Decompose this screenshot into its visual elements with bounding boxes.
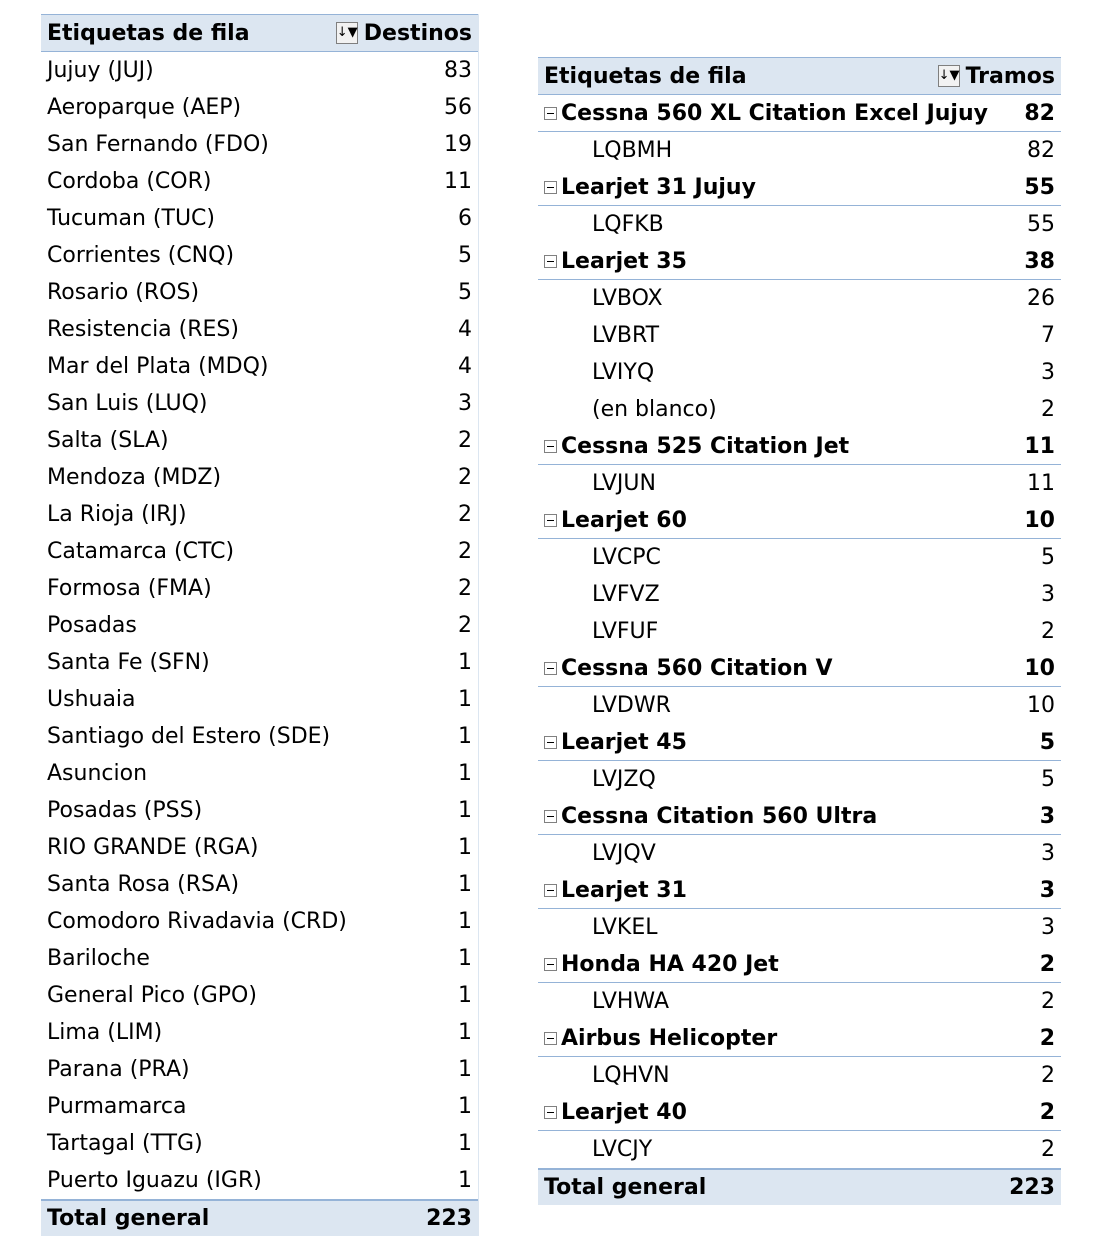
row-value: 1 xyxy=(458,1057,472,1082)
sub-row xyxy=(538,465,1061,502)
sub-label: LVIYQ xyxy=(592,360,655,385)
group-row xyxy=(538,946,1061,983)
group-label xyxy=(538,730,1040,755)
table-row xyxy=(41,311,478,348)
sub-value: 11 xyxy=(1027,471,1055,496)
collapse-icon[interactable] xyxy=(544,440,557,453)
group-name: Learjet 31 Jujuy xyxy=(561,174,756,200)
table-row xyxy=(41,422,478,459)
sub-value: 2 xyxy=(1041,989,1055,1014)
group-label xyxy=(538,434,1024,459)
sub-value: 55 xyxy=(1027,212,1055,237)
group-label xyxy=(538,878,1040,903)
row-label: San Fernando (FDO) xyxy=(47,132,269,157)
sub-value: 2 xyxy=(1041,1137,1055,1162)
sub-row xyxy=(538,909,1061,946)
row-value: 1 xyxy=(458,909,472,934)
sub-value: 3 xyxy=(1041,841,1055,866)
table-row xyxy=(41,718,478,755)
row-label: Corrientes (CNQ) xyxy=(47,243,235,268)
collapse-icon[interactable] xyxy=(544,1106,557,1119)
row-labels-header: Etiquetas de fila xyxy=(47,20,250,46)
row-label: Jujuy (JUJ) xyxy=(47,58,154,83)
group-row xyxy=(538,428,1061,465)
row-value: 19 xyxy=(444,132,472,157)
sub-row xyxy=(538,761,1061,798)
row-label: Catamarca (CTC) xyxy=(47,539,235,564)
table-row xyxy=(41,755,478,792)
row-label: Tucuman (TUC) xyxy=(47,206,215,231)
table-row xyxy=(41,385,478,422)
table-row xyxy=(41,533,478,570)
sort-filter-icon[interactable]: ↓▼ xyxy=(938,65,960,87)
sub-value: 3 xyxy=(1041,582,1055,607)
row-value: 1 xyxy=(458,798,472,823)
group-value: 2 xyxy=(1039,951,1055,977)
row-value: 1 xyxy=(458,761,472,786)
sub-label: LQFKB xyxy=(592,212,664,237)
collapse-icon[interactable] xyxy=(544,810,557,823)
row-label: Mar del Plata (MDQ) xyxy=(47,354,269,379)
sub-label: LVFVZ xyxy=(592,582,660,607)
row-label: Posadas (PSS) xyxy=(47,798,203,823)
row-value: 1 xyxy=(458,1168,472,1193)
group-row xyxy=(538,243,1061,280)
row-label: Lima (LIM) xyxy=(47,1020,163,1045)
row-label: Santa Rosa (RSA) xyxy=(47,872,240,897)
sub-row xyxy=(538,280,1061,317)
sub-label: LVBOX xyxy=(592,286,663,311)
row-value: 4 xyxy=(458,354,472,379)
group-row xyxy=(538,1020,1061,1057)
sub-value: 2 xyxy=(1041,1063,1055,1088)
row-label: RIO GRANDE (RGA) xyxy=(47,835,259,860)
row-label: Purmamarca xyxy=(47,1094,187,1119)
sub-row xyxy=(538,835,1061,872)
left-rows xyxy=(41,52,478,1199)
row-label: General Pico (GPO) xyxy=(47,983,257,1008)
row-value: 1 xyxy=(458,1020,472,1045)
collapse-icon[interactable] xyxy=(544,736,557,749)
group-label xyxy=(538,101,1024,126)
sub-label: LVCPC xyxy=(592,545,661,570)
sub-row xyxy=(538,613,1061,650)
table-row xyxy=(41,644,478,681)
collapse-icon[interactable] xyxy=(544,884,557,897)
sub-value: 10 xyxy=(1027,693,1055,718)
table-row xyxy=(41,570,478,607)
sub-label: LVBRT xyxy=(592,323,660,348)
row-value: 1 xyxy=(458,983,472,1008)
table-row xyxy=(41,52,478,89)
row-value: 56 xyxy=(444,95,472,120)
group-label xyxy=(538,804,1040,829)
group-name: Learjet 35 xyxy=(561,248,687,274)
row-value: 2 xyxy=(458,539,472,564)
group-name: Cessna 560 Citation V xyxy=(561,655,833,681)
row-label: Resistencia (RES) xyxy=(47,317,239,342)
group-value: 11 xyxy=(1024,433,1055,459)
group-name: Learjet 60 xyxy=(561,507,687,533)
tramos-column-header: Tramos xyxy=(965,63,1055,89)
destinos-column-header: Destinos xyxy=(363,20,472,46)
sub-value: 3 xyxy=(1041,915,1055,940)
sub-value: 26 xyxy=(1027,286,1055,311)
tramos-pivot-table xyxy=(538,57,1061,1205)
row-value: 4 xyxy=(458,317,472,342)
row-label: Rosario (ROS) xyxy=(47,280,200,305)
group-label xyxy=(538,249,1024,274)
table-row xyxy=(41,977,478,1014)
group-row xyxy=(538,798,1061,835)
row-label: La Rioja (IRJ) xyxy=(47,502,187,527)
group-row xyxy=(538,872,1061,909)
total-label: Total general xyxy=(47,1206,210,1231)
row-value: 1 xyxy=(458,1131,472,1156)
sub-row xyxy=(538,539,1061,576)
table-row xyxy=(41,163,478,200)
table-row xyxy=(41,866,478,903)
total-value: 223 xyxy=(1009,1175,1055,1200)
sub-row xyxy=(538,206,1061,243)
group-row xyxy=(538,169,1061,206)
row-label: Comodoro Rivadavia (CRD) xyxy=(47,909,347,934)
table-row xyxy=(41,1088,478,1125)
table-row xyxy=(41,940,478,977)
collapse-icon[interactable] xyxy=(544,1032,557,1045)
group-value: 2 xyxy=(1039,1025,1055,1051)
row-label: Bariloche xyxy=(47,946,150,971)
table-row xyxy=(41,1125,478,1162)
table-row xyxy=(41,607,478,644)
collapse-icon[interactable] xyxy=(544,255,557,268)
sub-label: LVFUF xyxy=(592,619,659,644)
collapse-icon[interactable] xyxy=(544,107,557,120)
sub-value: 5 xyxy=(1041,767,1055,792)
group-value: 55 xyxy=(1024,174,1055,200)
row-label: Formosa (FMA) xyxy=(47,576,212,601)
row-value: 3 xyxy=(458,391,472,416)
group-value: 3 xyxy=(1039,803,1055,829)
group-name: Cessna 525 Citation Jet xyxy=(561,433,850,459)
group-row xyxy=(538,502,1061,539)
row-value: 2 xyxy=(458,428,472,453)
left-header-row xyxy=(41,14,478,52)
table-row xyxy=(41,496,478,533)
table-row xyxy=(41,348,478,385)
row-value: 2 xyxy=(458,465,472,490)
group-label xyxy=(538,1026,1040,1051)
group-name: Cessna 560 XL Citation Excel Jujuy xyxy=(561,100,988,126)
table-row xyxy=(41,1014,478,1051)
total-value: 223 xyxy=(426,1206,472,1231)
row-value: 2 xyxy=(458,576,472,601)
row-label: Aeroparque (AEP) xyxy=(47,95,242,120)
sub-row xyxy=(538,317,1061,354)
collapse-icon[interactable] xyxy=(544,958,557,971)
sub-label: LVJQV xyxy=(592,841,656,866)
row-labels-header: Etiquetas de fila xyxy=(544,63,747,89)
row-value: 1 xyxy=(458,1094,472,1119)
row-label: Salta (SLA) xyxy=(47,428,169,453)
table-row xyxy=(41,1051,478,1088)
group-row xyxy=(538,724,1061,761)
group-value: 82 xyxy=(1024,100,1055,126)
group-value: 3 xyxy=(1039,877,1055,903)
collapse-icon[interactable] xyxy=(544,181,557,194)
row-label: San Luis (LUQ) xyxy=(47,391,208,416)
group-name: Learjet 40 xyxy=(561,1099,687,1125)
sub-row xyxy=(538,391,1061,428)
row-label: Parana (PRA) xyxy=(47,1057,190,1082)
table-row xyxy=(41,1162,478,1199)
sub-value: 5 xyxy=(1041,545,1055,570)
group-row xyxy=(538,95,1061,132)
row-label: Cordoba (COR) xyxy=(47,169,212,194)
table-row xyxy=(41,903,478,940)
table-row xyxy=(41,792,478,829)
row-value: 1 xyxy=(458,650,472,675)
row-label: Santiago del Estero (SDE) xyxy=(47,724,331,749)
row-label: Santa Fe (SFN) xyxy=(47,650,210,675)
sub-value: 3 xyxy=(1041,360,1055,385)
row-label: Asuncion xyxy=(47,761,148,786)
sub-label: LVJZQ xyxy=(592,767,656,792)
group-row xyxy=(538,650,1061,687)
row-value: 2 xyxy=(458,613,472,638)
table-row xyxy=(41,200,478,237)
total-label: Total general xyxy=(544,1175,707,1200)
row-value: 11 xyxy=(444,169,472,194)
sub-row xyxy=(538,687,1061,724)
sub-label: LVHWA xyxy=(592,989,670,1014)
table-row xyxy=(41,829,478,866)
row-value: 5 xyxy=(458,243,472,268)
sub-value: 82 xyxy=(1027,138,1055,163)
sub-label: LVCJY xyxy=(592,1137,653,1162)
row-label: Mendoza (MDZ) xyxy=(47,465,222,490)
collapse-icon[interactable] xyxy=(544,514,557,527)
sub-value: 2 xyxy=(1041,397,1055,422)
sub-row xyxy=(538,132,1061,169)
right-total-row xyxy=(538,1168,1061,1205)
left-total-row xyxy=(41,1199,478,1236)
table-row xyxy=(41,237,478,274)
row-value: 6 xyxy=(458,206,472,231)
row-label: Posadas xyxy=(47,613,137,638)
row-value: 83 xyxy=(444,58,472,83)
table-row xyxy=(41,274,478,311)
sub-label: LVJUN xyxy=(592,471,656,496)
row-value: 1 xyxy=(458,946,472,971)
group-value: 2 xyxy=(1039,1099,1055,1125)
group-name: Airbus Helicopter xyxy=(561,1025,778,1051)
group-value: 38 xyxy=(1024,248,1055,274)
group-label xyxy=(538,175,1024,200)
group-label xyxy=(538,952,1040,977)
row-value: 1 xyxy=(458,835,472,860)
sub-value: 2 xyxy=(1041,619,1055,644)
right-rows xyxy=(538,95,1061,1168)
row-value: 2 xyxy=(458,502,472,527)
row-label: Ushuaia xyxy=(47,687,136,712)
group-label xyxy=(538,1100,1040,1125)
sub-label: (en blanco) xyxy=(592,397,717,422)
group-label xyxy=(538,508,1024,533)
sub-row xyxy=(538,354,1061,391)
sub-value: 7 xyxy=(1041,323,1055,348)
table-row xyxy=(41,681,478,718)
row-value: 1 xyxy=(458,872,472,897)
row-value: 1 xyxy=(458,687,472,712)
group-value: 10 xyxy=(1024,655,1055,681)
right-header-row xyxy=(538,57,1061,95)
sort-filter-icon[interactable]: ↓▼ xyxy=(336,22,358,44)
group-name: Cessna Citation 560 Ultra xyxy=(561,803,878,829)
row-value: 1 xyxy=(458,724,472,749)
row-label: Puerto Iguazu (IGR) xyxy=(47,1168,262,1193)
table-row xyxy=(41,89,478,126)
sub-row xyxy=(538,1131,1061,1168)
group-name: Honda HA 420 Jet xyxy=(561,951,779,977)
sub-label: LVDWR xyxy=(592,693,671,718)
collapse-icon[interactable] xyxy=(544,662,557,675)
group-name: Learjet 45 xyxy=(561,729,687,755)
table-row xyxy=(41,126,478,163)
group-value: 10 xyxy=(1024,507,1055,533)
table-row xyxy=(41,459,478,496)
row-label: Tartagal (TTG) xyxy=(47,1131,203,1156)
sub-row xyxy=(538,1057,1061,1094)
row-value: 5 xyxy=(458,280,472,305)
group-label xyxy=(538,656,1024,681)
group-value: 5 xyxy=(1039,729,1055,755)
group-name: Learjet 31 xyxy=(561,877,687,903)
group-row xyxy=(538,1094,1061,1131)
destinos-pivot-table xyxy=(41,14,479,1236)
sub-label: LQHVN xyxy=(592,1063,670,1088)
sub-row xyxy=(538,983,1061,1020)
sub-label: LQBMH xyxy=(592,138,673,163)
sub-label: LVKEL xyxy=(592,915,658,940)
sub-row xyxy=(538,576,1061,613)
